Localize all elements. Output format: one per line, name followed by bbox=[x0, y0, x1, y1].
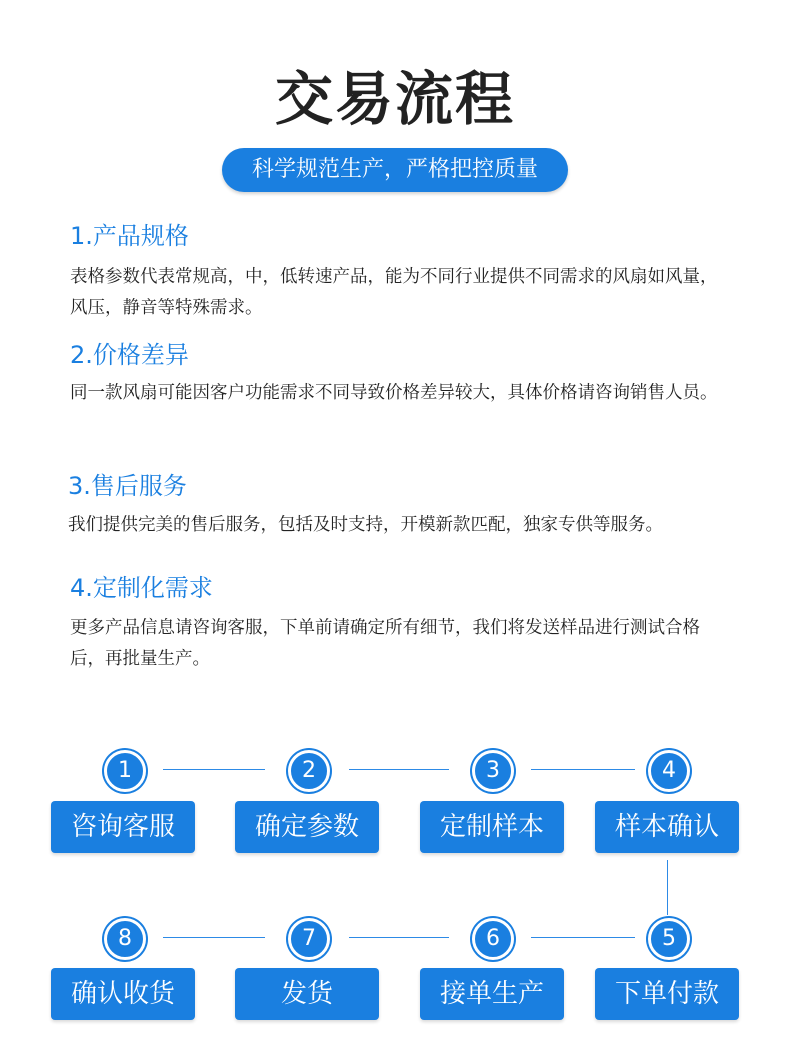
section-heading-price-difference: 2.价格差异 bbox=[70, 341, 189, 369]
step-number-8: 8 bbox=[104, 918, 146, 960]
step-number-4: 4 bbox=[648, 750, 690, 792]
section-heading-after-sales: 3.售后服务 bbox=[68, 472, 187, 500]
section-body-price-difference: 同一款风扇可能因客户功能需求不同导致价格差异较大，具体价格请咨询销售人员。 bbox=[70, 383, 718, 403]
step-button-confirm-params[interactable]: 确定参数 bbox=[235, 801, 379, 853]
step-number-2: 2 bbox=[288, 750, 330, 792]
step-number-3: 3 bbox=[472, 750, 514, 792]
connector-line bbox=[531, 769, 635, 770]
connector-line-vertical bbox=[667, 860, 668, 915]
page-title: 交易流程 bbox=[274, 65, 515, 133]
connector-line bbox=[349, 769, 449, 770]
step-button-shipping[interactable]: 发货 bbox=[235, 968, 379, 1020]
connector-line bbox=[531, 937, 635, 938]
connector-line bbox=[163, 937, 265, 938]
subtitle-badge: 科学规范生产，严格把控质量 bbox=[222, 148, 568, 192]
section-body-customization: 更多产品信息请咨询客服，下单前请确定所有细节，我们将发送样品进行测试合格后，再批量生产。 bbox=[70, 618, 700, 669]
section-heading-customization: 4.定制化需求 bbox=[70, 574, 213, 602]
step-number-5: 5 bbox=[648, 918, 690, 960]
step-button-order-payment[interactable]: 下单付款 bbox=[595, 968, 739, 1020]
step-button-consult[interactable]: 咨询客服 bbox=[51, 801, 195, 853]
step-number-1: 1 bbox=[104, 750, 146, 792]
step-number-7: 7 bbox=[288, 918, 330, 960]
connector-line bbox=[163, 769, 265, 770]
step-button-sample-confirm[interactable]: 样本确认 bbox=[595, 801, 739, 853]
connector-line bbox=[349, 937, 449, 938]
step-button-custom-sample[interactable]: 定制样本 bbox=[420, 801, 564, 853]
section-body-after-sales: 我们提供完美的售后服务，包括及时支持，开模新款匹配，独家专供等服务。 bbox=[68, 515, 663, 535]
step-button-production[interactable]: 接单生产 bbox=[420, 968, 564, 1020]
section-heading-product-spec: 1.产品规格 bbox=[70, 222, 189, 250]
step-number-6: 6 bbox=[472, 918, 514, 960]
step-button-confirm-receipt[interactable]: 确认收货 bbox=[51, 968, 195, 1020]
section-body-product-spec: 表格参数代表常规高，中，低转速产品，能为不同行业提供不同需求的风扇如风量，风压，静音等特殊需求。 bbox=[70, 267, 718, 318]
